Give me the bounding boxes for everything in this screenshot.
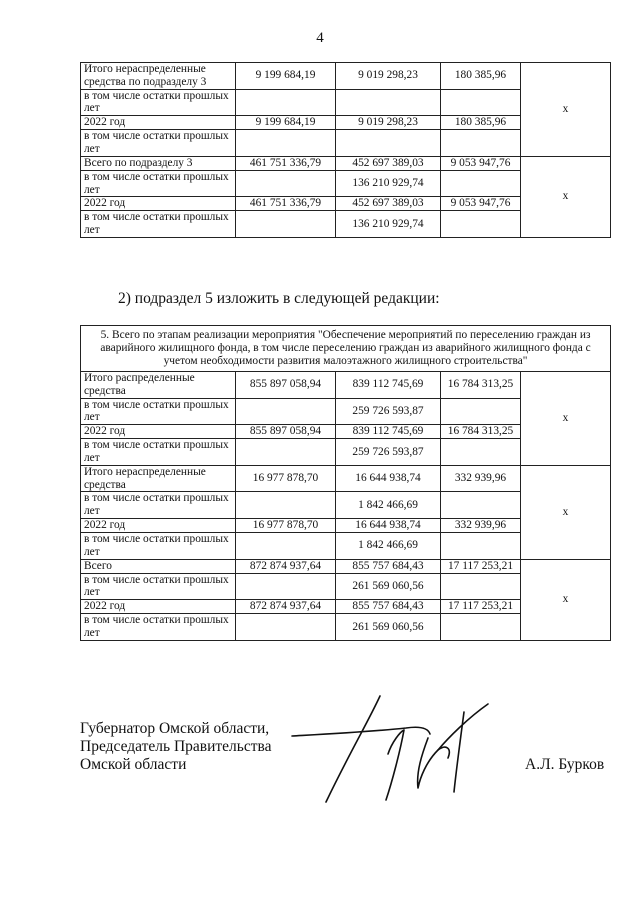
value-cell: 16 644 938,74: [336, 518, 441, 532]
signatory-title-line: Председатель Правительства: [80, 738, 272, 755]
row-label: в том числе остатки прошлых лет: [81, 439, 236, 466]
x-mark-cell: x: [521, 559, 611, 640]
value-cell: [236, 170, 336, 197]
value-cell: 16 977 878,70: [236, 518, 336, 532]
value-cell: 1 842 466,69: [336, 492, 441, 519]
value-cell: 332 939,96: [441, 465, 521, 492]
signatory-title-line: Губернатор Омской области,: [80, 720, 270, 737]
value-cell: [336, 89, 441, 116]
value-cell: [236, 573, 336, 600]
value-cell: 9 199 684,19: [236, 116, 336, 130]
value-cell: 9 053 947,76: [441, 197, 521, 211]
value-cell: [236, 130, 336, 157]
table-header: 5. Всего по этапам реализации мероприятия "Обеспечение мероприятий по переселению граждан из аварийного жилищного фонда, в том числе переселению граждан из аварийного жилищного фонда с учетом необходимости развития малоэтажного жилищного строительства": [81, 326, 611, 372]
value-cell: [441, 89, 521, 116]
value-cell: 839 112 745,69: [336, 425, 441, 439]
row-label: в том числе остатки прошлых лет: [81, 211, 236, 238]
value-cell: 180 385,96: [441, 63, 521, 90]
subsection-3-table: [80, 62, 611, 238]
value-cell: 855 897 058,94: [236, 425, 336, 439]
value-cell: [441, 211, 521, 238]
value-cell: [236, 398, 336, 425]
value-cell: 461 751 336,79: [236, 156, 336, 170]
value-cell: [236, 89, 336, 116]
value-cell: [441, 398, 521, 425]
value-cell: 452 697 389,03: [336, 156, 441, 170]
value-cell: 261 569 060,56: [336, 573, 441, 600]
value-cell: 9 199 684,19: [236, 63, 336, 90]
value-cell: 855 757 684,43: [336, 600, 441, 614]
table-row: [81, 372, 611, 399]
value-cell: [441, 492, 521, 519]
value-cell: 332 939,96: [441, 518, 521, 532]
value-cell: 872 874 937,64: [236, 559, 336, 573]
table-row: [81, 63, 611, 90]
row-label: в том числе остатки прошлых лет: [81, 398, 236, 425]
handwritten-signature: [288, 692, 508, 822]
value-cell: 259 726 593,87: [336, 439, 441, 466]
signatory-title: [80, 720, 272, 774]
row-label: Итого распределенные средства: [81, 372, 236, 399]
value-cell: 855 757 684,43: [336, 559, 441, 573]
value-cell: 136 210 929,74: [336, 170, 441, 197]
value-cell: [441, 170, 521, 197]
value-cell: 1 842 466,69: [336, 532, 441, 559]
row-label: в том числе остатки прошлых лет: [81, 573, 236, 600]
table-row: [81, 559, 611, 573]
value-cell: [236, 614, 336, 641]
row-label: в том числе остатки прошлых лет: [81, 492, 236, 519]
x-mark-cell: x: [521, 63, 611, 157]
value-cell: [441, 573, 521, 600]
row-label: 2022 год: [81, 600, 236, 614]
value-cell: 855 897 058,94: [236, 372, 336, 399]
value-cell: [441, 614, 521, 641]
value-cell: 9 019 298,23: [336, 63, 441, 90]
row-label: в том числе остатки прошлых лет: [81, 89, 236, 116]
row-label: 2022 год: [81, 518, 236, 532]
row-label: в том числе остатки прошлых лет: [81, 130, 236, 157]
value-cell: 259 726 593,87: [336, 398, 441, 425]
x-mark-cell: x: [521, 465, 611, 559]
value-cell: 16 784 313,25: [441, 372, 521, 399]
value-cell: 17 117 253,21: [441, 600, 521, 614]
value-cell: 16 784 313,25: [441, 425, 521, 439]
value-cell: [236, 532, 336, 559]
value-cell: 452 697 389,03: [336, 197, 441, 211]
page-number: 4: [316, 30, 324, 46]
x-mark-cell: x: [521, 372, 611, 466]
row-label: Итого нераспределенные средства: [81, 465, 236, 492]
signatory-title-line: Омской области: [80, 756, 187, 773]
value-cell: 9 053 947,76: [441, 156, 521, 170]
value-cell: [336, 130, 441, 157]
value-cell: [441, 439, 521, 466]
value-cell: [236, 211, 336, 238]
row-label: Всего по подразделу 3: [81, 156, 236, 170]
row-label: в том числе остатки прошлых лет: [81, 614, 236, 641]
value-cell: 16 977 878,70: [236, 465, 336, 492]
value-cell: 9 019 298,23: [336, 116, 441, 130]
row-label: в том числе остатки прошлых лет: [81, 170, 236, 197]
value-cell: 839 112 745,69: [336, 372, 441, 399]
value-cell: [236, 492, 336, 519]
value-cell: 872 874 937,64: [236, 600, 336, 614]
value-cell: 16 644 938,74: [336, 465, 441, 492]
row-label: Всего: [81, 559, 236, 573]
value-cell: 261 569 060,56: [336, 614, 441, 641]
value-cell: [441, 130, 521, 157]
x-mark-cell: x: [521, 156, 611, 237]
table-row: [81, 156, 611, 170]
signatory-name: А.Л. Бурков: [525, 756, 605, 773]
row-label: 2022 год: [81, 116, 236, 130]
row-label: в том числе остатки прошлых лет: [81, 532, 236, 559]
row-label: Итого нераспределенные средства по подразделу 3: [81, 63, 236, 90]
subsection-5-table: [80, 325, 611, 641]
table-row: [81, 465, 611, 492]
value-cell: 180 385,96: [441, 116, 521, 130]
row-label: 2022 год: [81, 197, 236, 211]
value-cell: 461 751 336,79: [236, 197, 336, 211]
value-cell: 17 117 253,21: [441, 559, 521, 573]
value-cell: 136 210 929,74: [336, 211, 441, 238]
table-header-row: [81, 326, 611, 372]
value-cell: [236, 439, 336, 466]
row-label: 2022 год: [81, 425, 236, 439]
amendment-intro: 2) подраздел 5 изложить в следующей редакции:: [118, 290, 440, 307]
value-cell: [441, 532, 521, 559]
